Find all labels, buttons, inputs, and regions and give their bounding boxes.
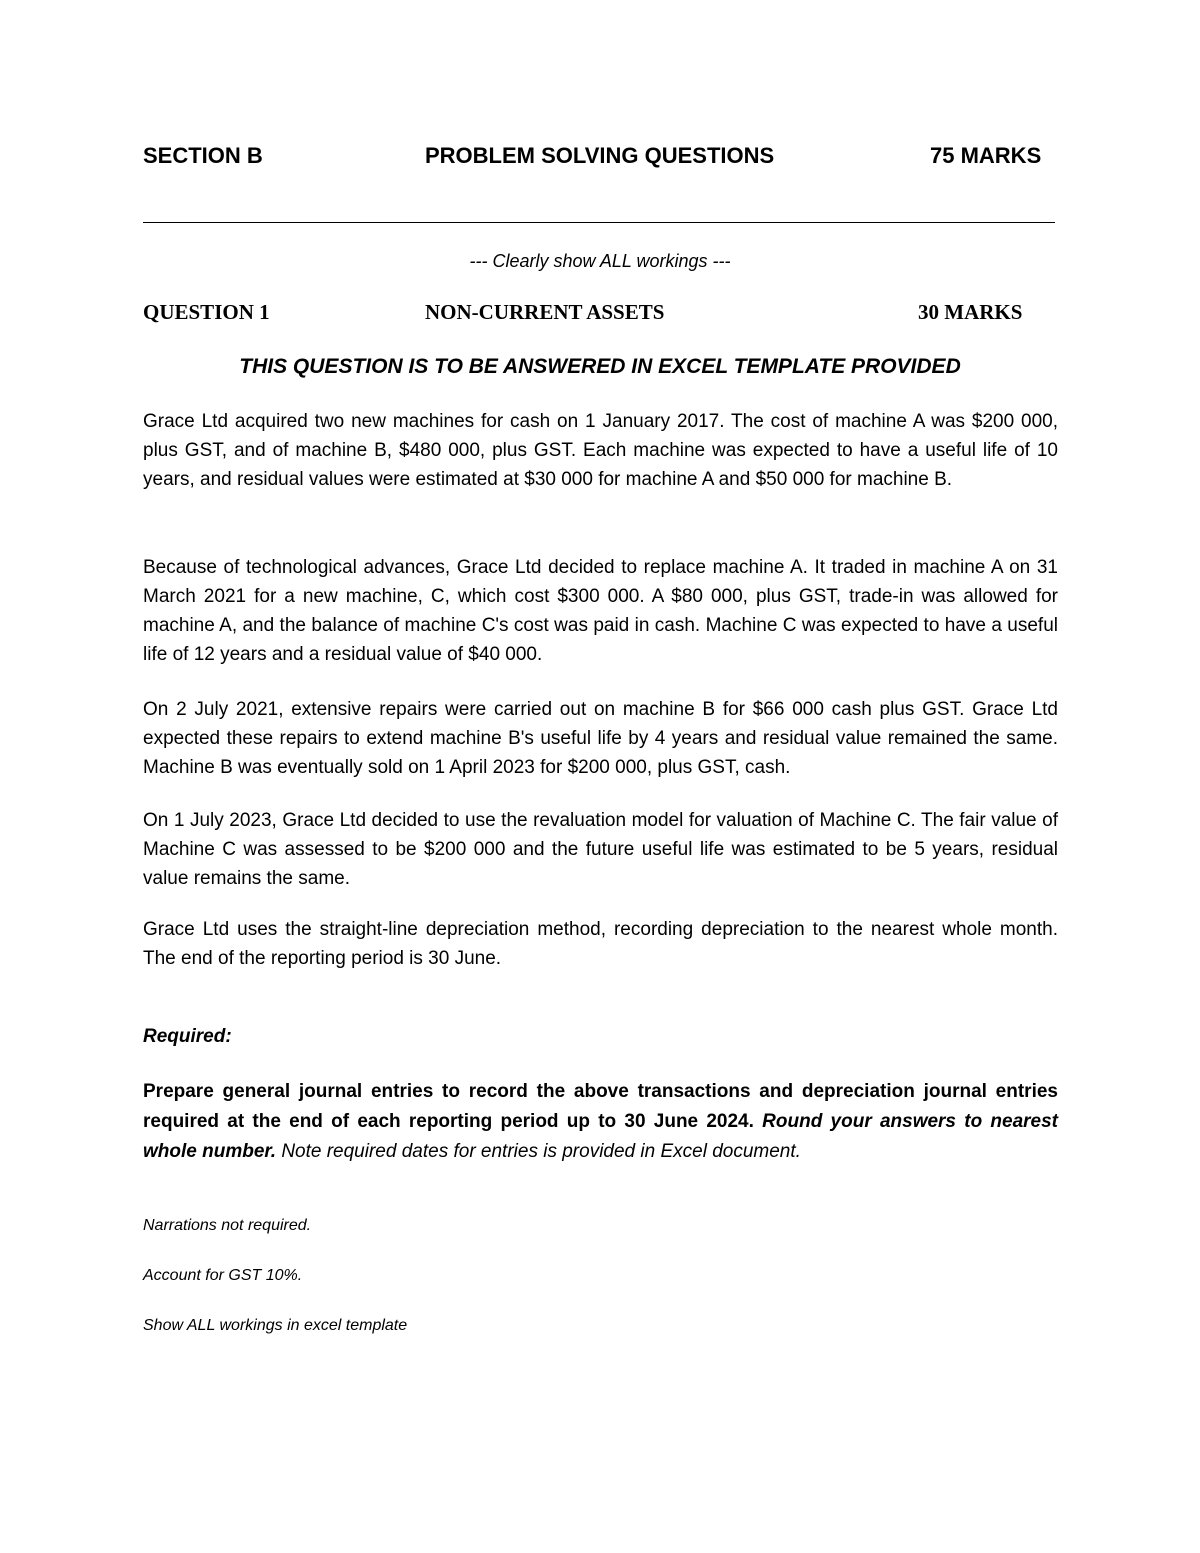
required-task: [143, 1077, 1058, 1167]
section-marks: 75 MARKS: [930, 143, 1042, 168]
header-divider: [143, 222, 1055, 223]
required-excel-note: Note required dates for entries is provided in Excel document.: [281, 1141, 801, 1162]
excel-instruction: THIS QUESTION IS TO BE ANSWERED IN EXCEL TEMPLATE PROVIDED: [239, 355, 961, 378]
paragraph-revaluation: On 1 July 2023, Grace Ltd decided to use the revaluation model for valuation of Machine C. The fair value of Machine C was assessed to be $200 000 and the future useful life was estimated to be 5 years, residual value remains the same.: [143, 810, 1058, 889]
section-header: [143, 143, 1058, 177]
question-header: [143, 300, 1058, 330]
paragraph-depreciation-method: Grace Ltd uses the straight-line depreciation method, recording depreciation to the nearest whole month. The end of the reporting period is 30 June.: [143, 919, 1058, 969]
paragraph-repairs: On 2 July 2021, extensive repairs were carried out on machine B for $66 000 cash plus GST. Grace Ltd expected these repairs to extend machine B's useful life by 4 years and residual value remained the same. Machine B was eventually sold on 1 April 2023 for $200 000, plus GST, cash.: [143, 699, 1058, 778]
question-number: QUESTION 1: [143, 300, 270, 324]
section-title: PROBLEM SOLVING QUESTIONS: [425, 143, 775, 168]
paragraph-acquisition: Grace Ltd acquired two new machines for cash on 1 January 2017. The cost of machine A was $200 000, plus GST, and of machine B, $480 000, plus GST. Each machine was expected to have a useful life of 10 years, and residual values were estimated at $30 000 for machine A and $50 000 for machine B.: [143, 411, 1058, 490]
required-rounding: Round your answers to nearest whole number.: [143, 1111, 1059, 1162]
note-narrations: Narrations not required.: [143, 1217, 312, 1234]
required-main: Prepare general journal entries to record the above transactions and depreciation journal entries required at the end of each reporting period up to 30 June 2024.: [143, 1081, 1058, 1132]
note-gst: Account for GST 10%.: [143, 1267, 303, 1284]
note-workings: Show ALL workings in excel template: [143, 1317, 408, 1334]
question-marks: 30 MARKS: [918, 300, 1023, 324]
section-label: SECTION B: [143, 143, 263, 168]
paragraph-trade-in: Because of technological advances, Grace Ltd decided to replace machine A. It traded in machine A on 31 March 2021 for a new machine, C, which cost $300 000. A $80 000, plus GST, trade-in was allowed for machine A, and the balance of machine C's cost was paid in cash. Machine C was expected to have a useful life of 12 years and a residual value of $40 000.: [143, 557, 1058, 665]
required-label: Required:: [143, 1026, 232, 1047]
workings-note: --- Clearly show ALL workings ---: [469, 251, 731, 271]
question-topic: NON-CURRENT ASSETS: [425, 300, 665, 324]
